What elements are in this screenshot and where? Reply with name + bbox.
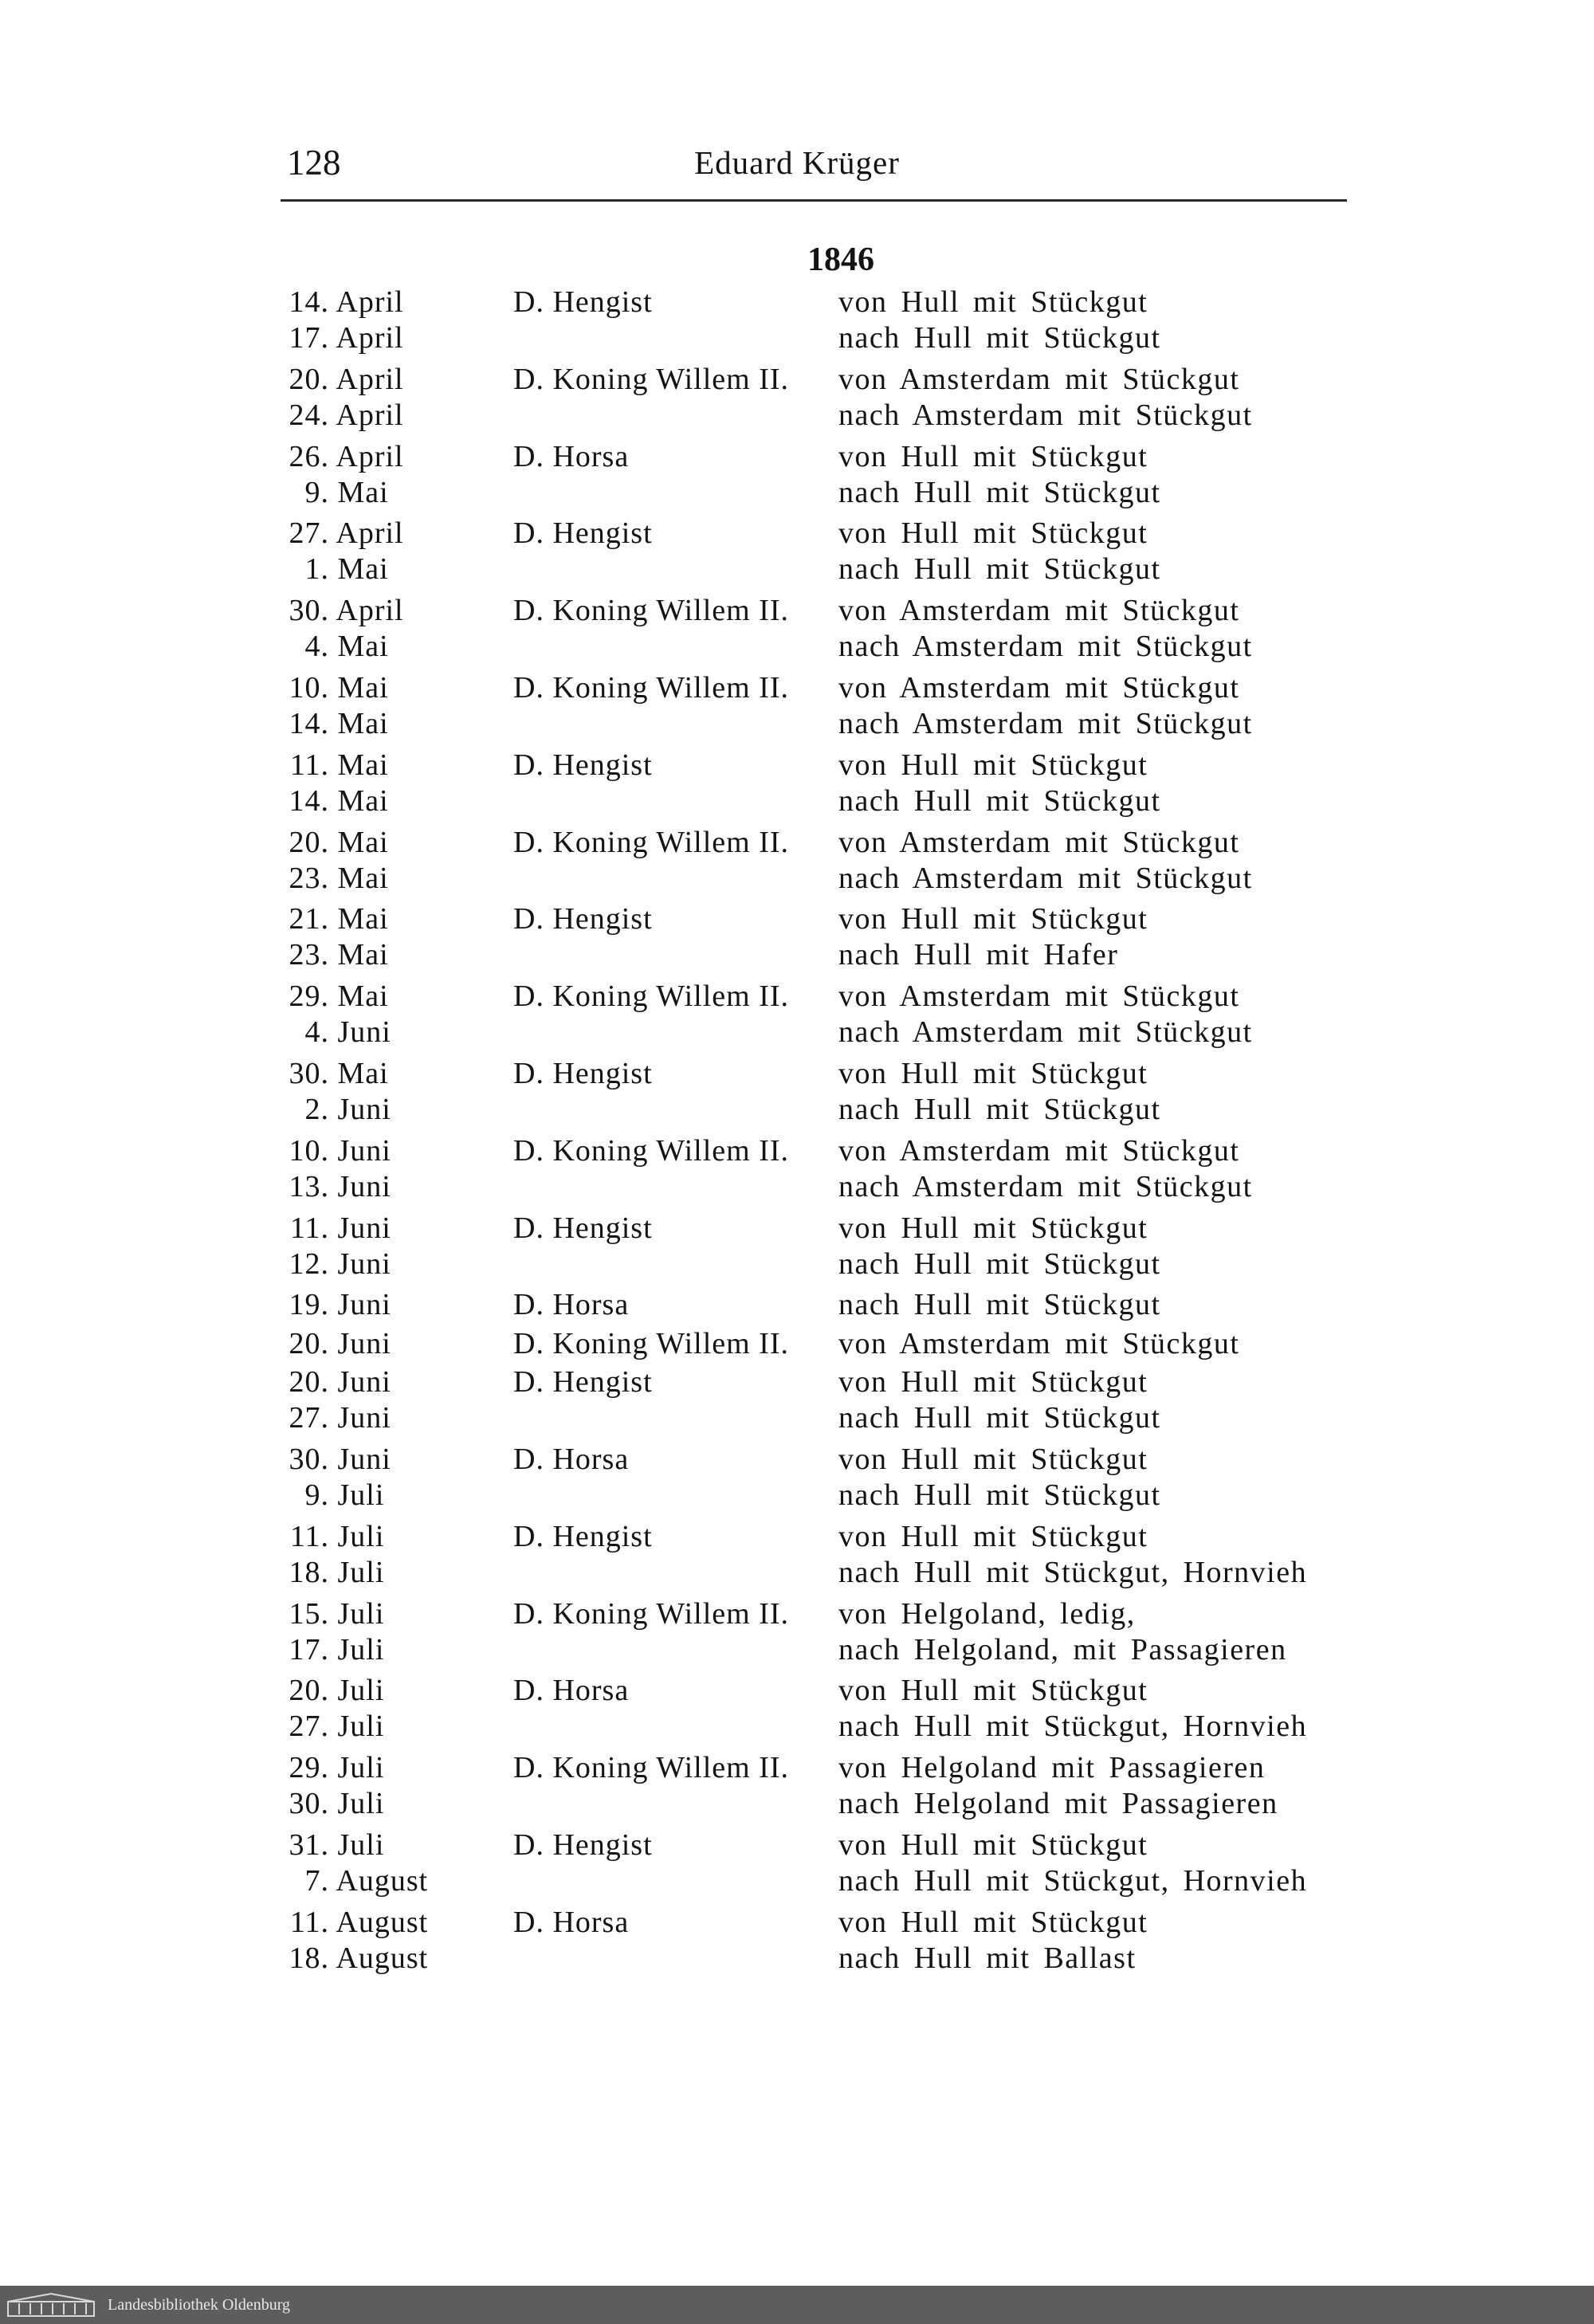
voyage-date (275, 516, 410, 552)
date-month: Mai (337, 979, 389, 1014)
voyage-line (0, 629, 1594, 665)
voyage-route: von Hull mit Stückgut (838, 748, 1148, 782)
voyage-entry (0, 516, 1594, 593)
date-day: 11. (289, 1519, 329, 1553)
voyage-date (275, 1750, 410, 1786)
voyage-route: von Hull mit Stückgut (838, 516, 1148, 551)
date-day: 12. (289, 1246, 329, 1281)
date-day: 27. (289, 516, 329, 551)
voyage-date (275, 670, 410, 706)
date-month: April (336, 362, 404, 396)
ship-name: D. Koning Willem II. (513, 979, 790, 1014)
voyage-route: nach Helgoland, mit Passagieren (838, 1632, 1287, 1666)
voyage-line (0, 706, 1594, 742)
voyage-line (0, 861, 1594, 897)
page-number: 128 (287, 143, 341, 183)
voyage-route: nach Hull mit Stückgut (838, 1092, 1161, 1126)
voyage-route: nach Hull mit Stückgut, Hornvieh (838, 1710, 1308, 1744)
voyage-date (275, 320, 410, 356)
date-day: 26. (289, 439, 329, 473)
ship-name: D. Hengist (513, 1211, 653, 1245)
voyage-date (275, 1596, 410, 1632)
date-month: Juli (337, 1632, 385, 1666)
voyage-date (275, 1478, 410, 1513)
date-month: Juni (337, 1015, 391, 1050)
voyage-line (0, 825, 1594, 861)
voyage-route: nach Hull mit Stückgut (838, 552, 1161, 587)
date-day: 11. (289, 748, 329, 782)
date-day: 4. (304, 630, 329, 664)
ship-name: D. Hengist (513, 1056, 653, 1090)
voyage-line (0, 1905, 1594, 1941)
date-month: Juli (337, 1751, 385, 1785)
date-day: 14. (289, 783, 329, 818)
voyage-route: von Hull mit Stückgut (838, 1827, 1148, 1862)
header-rule (281, 199, 1347, 202)
ship-name: D. Hengist (513, 1365, 653, 1400)
voyage-date (275, 593, 410, 629)
voyage-route: von Hull mit Stückgut (838, 902, 1148, 936)
voyage-entry (0, 825, 1594, 902)
voyage-line (0, 1092, 1594, 1128)
voyage-date (275, 1827, 410, 1863)
voyage-entry (0, 439, 1594, 516)
voyage-date (275, 1326, 410, 1362)
date-month: Mai (337, 706, 389, 740)
voyage-route: nach Hull mit Ballast (838, 1941, 1137, 1975)
voyage-date (275, 1092, 410, 1128)
date-month: Mai (337, 475, 389, 509)
date-month: April (336, 398, 404, 432)
date-month: Juni (337, 1133, 391, 1168)
voyage-line (0, 1133, 1594, 1169)
voyage-date (275, 937, 410, 973)
voyage-entry (0, 1596, 1594, 1674)
date-day: 2. (304, 1092, 329, 1126)
date-day: 27. (289, 1401, 329, 1435)
voyage-route: nach Hull mit Stückgut (838, 1401, 1161, 1435)
date-day: 19. (289, 1288, 329, 1322)
voyage-entry (0, 1326, 1594, 1364)
date-month: Mai (337, 670, 389, 705)
voyage-line (0, 1287, 1594, 1323)
voyage-entry (0, 670, 1594, 748)
date-month: Juli (337, 1478, 385, 1512)
voyage-date (275, 1133, 410, 1169)
voyage-route: nach Hull mit Stückgut (838, 783, 1161, 818)
date-month: Juni (337, 1326, 391, 1360)
voyage-line (0, 1827, 1594, 1863)
voyage-date (275, 706, 410, 742)
voyage-entry (0, 593, 1594, 670)
ship-name: D. Koning Willem II. (513, 1596, 790, 1631)
voyage-entry (0, 1905, 1594, 1982)
date-day: 18. (289, 1941, 329, 1975)
voyage-line (0, 1211, 1594, 1246)
ship-name: D. Horsa (513, 1674, 630, 1708)
voyage-entry (0, 1827, 1594, 1905)
voyage-entry (0, 1211, 1594, 1288)
voyage-date (275, 861, 410, 897)
voyage-line (0, 979, 1594, 1015)
voyage-date (275, 1400, 410, 1436)
date-day: 13. (289, 1169, 329, 1203)
date-month: Juni (337, 1092, 391, 1126)
voyage-entry (0, 748, 1594, 825)
voyage-line (0, 1246, 1594, 1282)
ship-name: D. Koning Willem II. (513, 1326, 790, 1360)
voyage-line (0, 1863, 1594, 1899)
date-day: 20. (289, 1674, 329, 1708)
date-day: 29. (289, 1751, 329, 1785)
voyage-line (0, 1632, 1594, 1668)
date-month: Juli (337, 1596, 385, 1631)
voyage-entry (0, 979, 1594, 1056)
voyage-route: nach Hull mit Stückgut, Hornvieh (838, 1555, 1308, 1589)
date-day: 29. (289, 979, 329, 1014)
ship-name: D. Hengist (513, 1519, 653, 1553)
ship-name: D. Koning Willem II. (513, 362, 790, 396)
voyage-date (275, 285, 410, 320)
voyage-route: nach Hull mit Hafer (838, 938, 1119, 972)
voyage-date (275, 1632, 410, 1668)
date-month: April (336, 594, 404, 628)
date-day: 20. (289, 825, 329, 859)
date-day: 10. (289, 1133, 329, 1168)
date-month: Juni (337, 1365, 391, 1400)
voyage-line (0, 593, 1594, 629)
date-day: 31. (289, 1827, 329, 1862)
voyage-date (275, 1941, 429, 1977)
date-month: Mai (337, 902, 389, 936)
voyage-entry (0, 1519, 1594, 1596)
voyage-route: von Amsterdam mit Stückgut (838, 979, 1240, 1014)
voyage-line (0, 398, 1594, 434)
voyage-date (275, 1364, 410, 1400)
date-day: 9. (304, 1478, 329, 1512)
voyage-line (0, 670, 1594, 706)
voyage-route: von Hull mit Stückgut (838, 1365, 1148, 1400)
voyage-date (275, 1211, 410, 1246)
voyage-route: von Hull mit Stückgut (838, 439, 1148, 473)
ship-name: D. Hengist (513, 516, 653, 551)
voyage-line (0, 1555, 1594, 1591)
voyage-line (0, 783, 1594, 819)
date-day: 27. (289, 1710, 329, 1744)
ship-name: D. Horsa (513, 1442, 630, 1476)
voyage-date (275, 1709, 410, 1745)
voyage-date (275, 475, 410, 511)
date-month: Mai (337, 552, 389, 587)
date-month: Juli (337, 1787, 385, 1821)
date-day: 14. (289, 285, 329, 319)
voyage-date (275, 1519, 410, 1555)
voyage-line (0, 285, 1594, 320)
ship-name: D. Koning Willem II. (513, 825, 790, 859)
date-month: Juni (337, 1246, 391, 1281)
date-month: Juli (337, 1519, 385, 1553)
voyage-table (0, 285, 1594, 1982)
voyage-line (0, 937, 1594, 973)
date-day: 18. (289, 1555, 329, 1589)
date-day: 14. (289, 706, 329, 740)
voyage-date (275, 901, 410, 937)
date-month: April (336, 285, 404, 319)
voyage-route: nach Hull mit Stückgut (838, 1246, 1161, 1281)
voyage-date (275, 1246, 410, 1282)
date-month: April (336, 439, 404, 473)
date-day: 15. (289, 1596, 329, 1631)
voyage-route: von Hull mit Stückgut (838, 285, 1148, 319)
voyage-date (275, 1056, 410, 1092)
voyage-route: von Amsterdam mit Stückgut (838, 362, 1240, 396)
date-day: 11. (289, 1211, 329, 1245)
date-month: Mai (337, 825, 389, 859)
voyage-route: von Amsterdam mit Stückgut (838, 1326, 1240, 1360)
date-day: 24. (289, 398, 329, 432)
ship-name: D. Horsa (513, 1905, 630, 1939)
voyage-entry (0, 1287, 1594, 1325)
voyage-route: von Hull mit Stückgut (838, 1211, 1148, 1245)
voyage-line (0, 1400, 1594, 1436)
ship-name: D. Hengist (513, 748, 653, 782)
voyage-date (275, 1442, 410, 1478)
voyage-date (275, 825, 410, 861)
voyage-route: nach Hull mit Stückgut (838, 321, 1161, 355)
voyage-route: nach Hull mit Stückgut (838, 1478, 1161, 1512)
date-day: 30. (289, 1056, 329, 1090)
date-day: 4. (304, 1015, 329, 1050)
voyage-route: nach Amsterdam mit Stückgut (838, 630, 1253, 664)
voyage-line (0, 439, 1594, 475)
voyage-date (275, 1555, 410, 1591)
date-month: Juli (337, 1710, 385, 1744)
date-day: 7. (304, 1863, 329, 1898)
library-building-icon (6, 2292, 96, 2318)
date-month: Juni (337, 1288, 391, 1322)
voyage-line (0, 552, 1594, 587)
voyage-route: von Amsterdam mit Stückgut (838, 670, 1240, 705)
date-month: August (336, 1905, 429, 1939)
date-day: 23. (289, 938, 329, 972)
date-month: Mai (337, 630, 389, 664)
voyage-line (0, 475, 1594, 511)
voyage-line (0, 1364, 1594, 1400)
voyage-line (0, 362, 1594, 398)
voyage-route: von Hull mit Stückgut (838, 1442, 1148, 1476)
date-month: Mai (337, 861, 389, 895)
voyage-entry (0, 1673, 1594, 1750)
date-month: Juli (337, 1555, 385, 1589)
voyage-route: von Amsterdam mit Stückgut (838, 594, 1240, 628)
voyage-route: nach Amsterdam mit Stückgut (838, 1015, 1253, 1050)
voyage-route: von Helgoland mit Passagieren (838, 1751, 1266, 1785)
date-month: Mai (337, 1056, 389, 1090)
date-month: Juli (337, 1827, 385, 1862)
voyage-date (275, 1863, 429, 1899)
ship-name: D. Koning Willem II. (513, 594, 790, 628)
date-day: 11. (289, 1905, 329, 1939)
voyage-date (275, 1786, 410, 1822)
date-day: 1. (304, 552, 329, 587)
footer-bar (0, 2286, 1594, 2324)
ship-name: D. Horsa (513, 1288, 630, 1322)
voyage-route: von Hull mit Stückgut (838, 1674, 1148, 1708)
voyage-route: nach Hull mit Stückgut, Hornvieh (838, 1863, 1308, 1898)
voyage-entry (0, 285, 1594, 362)
date-month: Juli (337, 1674, 385, 1708)
date-day: 30. (289, 1787, 329, 1821)
date-day: 20. (289, 1365, 329, 1400)
voyage-route: von Helgoland, ledig, (838, 1596, 1136, 1631)
voyage-line (0, 1673, 1594, 1709)
library-name: Landesbibliothek Oldenburg (108, 2296, 291, 2314)
voyage-entry (0, 1442, 1594, 1519)
date-month: April (336, 321, 404, 355)
voyage-route: von Hull mit Stückgut (838, 1056, 1148, 1090)
date-day: 9. (304, 475, 329, 509)
voyage-line (0, 1442, 1594, 1478)
voyage-date (275, 1287, 410, 1323)
voyage-line (0, 320, 1594, 356)
voyage-entry (0, 901, 1594, 979)
voyage-date (275, 629, 410, 665)
voyage-line (0, 1786, 1594, 1822)
date-month: August (336, 1941, 429, 1975)
voyage-date (275, 398, 410, 434)
voyage-date (275, 1169, 410, 1205)
voyage-line (0, 1709, 1594, 1745)
voyage-line (0, 1478, 1594, 1513)
voyage-entry (0, 1056, 1594, 1133)
date-day: 17. (289, 1632, 329, 1666)
voyage-route: von Hull mit Stückgut (838, 1905, 1148, 1939)
ship-name: D. Koning Willem II. (513, 670, 790, 705)
date-day: 10. (289, 670, 329, 705)
voyage-route: nach Amsterdam mit Stückgut (838, 706, 1253, 740)
date-day: 20. (289, 362, 329, 396)
running-head-author: Eduard Krüger (694, 144, 900, 181)
date-month: Juni (337, 1442, 391, 1476)
date-month: Mai (337, 938, 389, 972)
voyage-line (0, 516, 1594, 552)
voyage-route: nach Amsterdam mit Stückgut (838, 861, 1253, 895)
date-day: 20. (289, 1326, 329, 1360)
voyage-date (275, 979, 410, 1015)
ship-name: D. Koning Willem II. (513, 1751, 790, 1785)
voyage-entry (0, 1133, 1594, 1211)
date-day: 21. (289, 902, 329, 936)
date-day: 30. (289, 1442, 329, 1476)
voyage-date (275, 1015, 410, 1050)
voyage-route: nach Hull mit Stückgut (838, 1288, 1161, 1322)
date-day: 30. (289, 594, 329, 628)
voyage-date (275, 783, 410, 819)
date-month: Mai (337, 748, 389, 782)
voyage-route: nach Amsterdam mit Stückgut (838, 1169, 1253, 1203)
voyage-entry (0, 1750, 1594, 1827)
voyage-route: von Hull mit Stückgut (838, 1519, 1148, 1553)
date-day: 23. (289, 861, 329, 895)
voyage-line (0, 901, 1594, 937)
voyage-line (0, 1056, 1594, 1092)
date-month: Juni (337, 1211, 391, 1245)
voyage-line (0, 1326, 1594, 1362)
voyage-line (0, 1596, 1594, 1632)
ship-name: D. Hengist (513, 902, 653, 936)
voyage-date (275, 1673, 410, 1709)
voyage-entry (0, 1364, 1594, 1442)
voyage-line (0, 1941, 1594, 1977)
year-heading: 1846 (807, 241, 874, 278)
voyage-line (0, 1015, 1594, 1050)
ship-name: D. Koning Willem II. (513, 1133, 790, 1168)
voyage-route: von Amsterdam mit Stückgut (838, 825, 1240, 859)
voyage-line (0, 1750, 1594, 1786)
date-month: April (336, 516, 404, 551)
voyage-route: nach Hull mit Stückgut (838, 475, 1161, 509)
voyage-date (275, 439, 410, 475)
voyage-entry (0, 362, 1594, 439)
date-month: Juni (337, 1169, 391, 1203)
voyage-route: von Amsterdam mit Stückgut (838, 1133, 1240, 1168)
voyage-line (0, 1519, 1594, 1555)
ship-name: D. Hengist (513, 1827, 653, 1862)
voyage-line (0, 748, 1594, 783)
date-month: Juni (337, 1401, 391, 1435)
ship-name: D. Hengist (513, 285, 653, 319)
voyage-date (275, 362, 410, 398)
date-month: August (336, 1863, 429, 1898)
voyage-route: nach Helgoland mit Passagieren (838, 1787, 1278, 1821)
voyage-date (275, 1905, 429, 1941)
voyage-date (275, 552, 410, 587)
date-month: Mai (337, 783, 389, 818)
ship-name: D. Horsa (513, 439, 630, 473)
date-day: 17. (289, 321, 329, 355)
voyage-route: nach Amsterdam mit Stückgut (838, 398, 1253, 432)
voyage-date (275, 748, 410, 783)
voyage-line (0, 1169, 1594, 1205)
